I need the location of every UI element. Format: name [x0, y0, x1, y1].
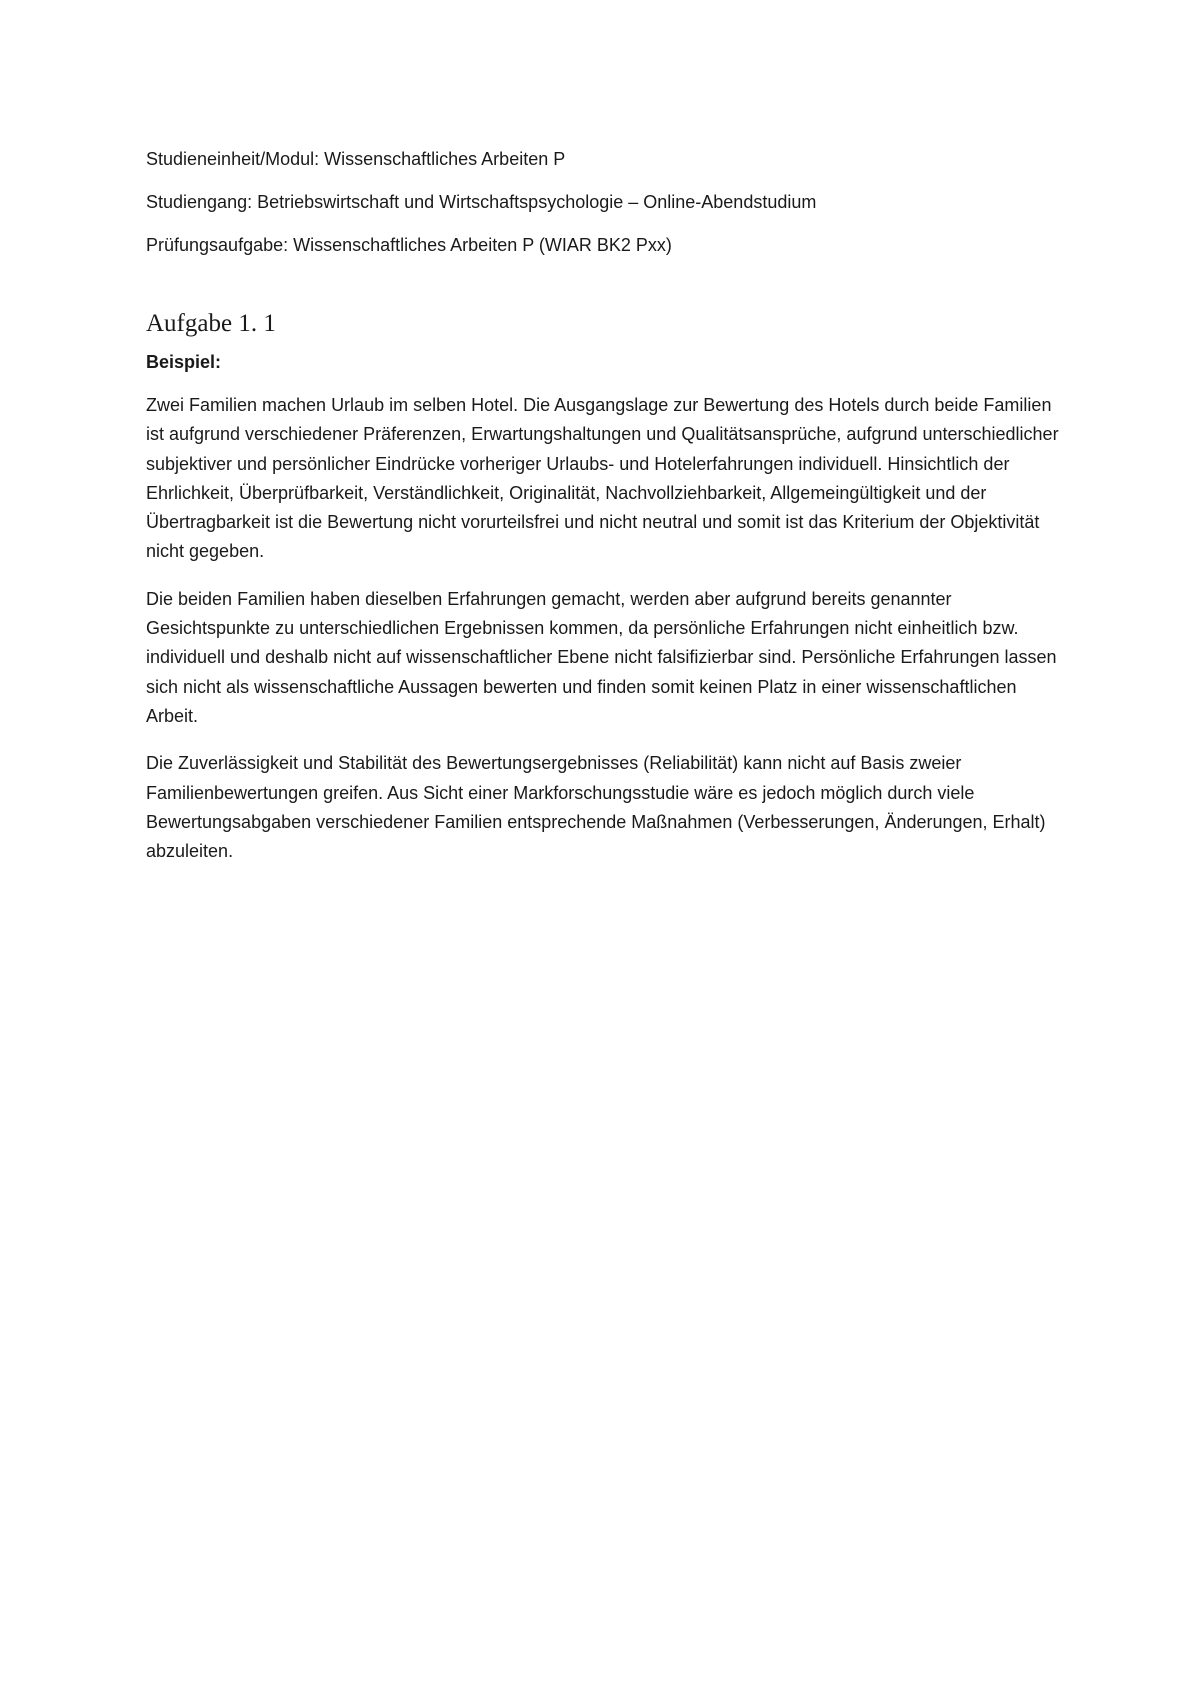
paragraph-3: Die Zuverlässigkeit und Stabilität des Bewertungsergebnisses (Reliabilität) kann nicht auf Basis zweier Familienbewertungen greifen. Aus Sicht einer Markforschungsstudie wäre es jedoch möglich durch viele Bewertungsabgaben verschiedener Familien entsprechende Maßnahmen (Verbesserungen, Änderungen, Erhalt) abzuleiten.	[146, 753, 1046, 862]
document-content	[146, 147, 1066, 884]
studiengang-line: Studiengang: Betriebswirtschaft und Wirtschaftspsychologie – Online-Abendstudium	[146, 192, 817, 212]
paragraph-1: Zwei Familien machen Urlaub im selben Hotel. Die Ausgangslage zur Bewertung des Hotels durch beide Familien ist aufgrund verschiedener Präferenzen, Erwartungshaltungen und Qualitätsansprüche, aufgrund unterschiedlicher subjektiver und persönlicher Eindrücke vorheriger Urlaubs- und Hotelerfahrungen individuell. Hinsichtlich der Ehrlichkeit, Überprüfbarkeit, Verständlichkeit, Originalität, Nachvollziehbarkeit, Allgemeingültigkeit und der Übertragbarkeit ist die Bewertung nicht vorurteilsfrei und nicht neutral und somit ist das Kriterium der Objektivität nicht gegeben.	[146, 395, 1059, 562]
paragraph-2: Die beiden Familien haben dieselben Erfahrungen gemacht, werden aber aufgrund bereits genannter Gesichtspunkte zu unterschiedlichen Ergebnissen kommen, da persönliche Erfahrungen nicht einheitlich bzw. individuell und deshalb nicht auf wissenschaftlicher Ebene nicht falsifizierbar sind. Persönliche Erfahrungen lassen sich nicht als wissenschaftliche Aussagen bewerten und finden somit keinen Platz in einer wissenschaftlichen Arbeit.	[146, 588, 1057, 726]
section-subheading: Beispiel:	[146, 352, 222, 372]
modul-line: Studieneinheit/Modul: Wissenschaftliches Arbeiten P	[146, 149, 566, 169]
section-heading: Aufgabe 1. 1	[146, 310, 276, 337]
pruefungsaufgabe-line: Prüfungsaufgabe: Wissenschaftliches Arbeiten P (WIAR BK2 Pxx)	[146, 235, 672, 255]
